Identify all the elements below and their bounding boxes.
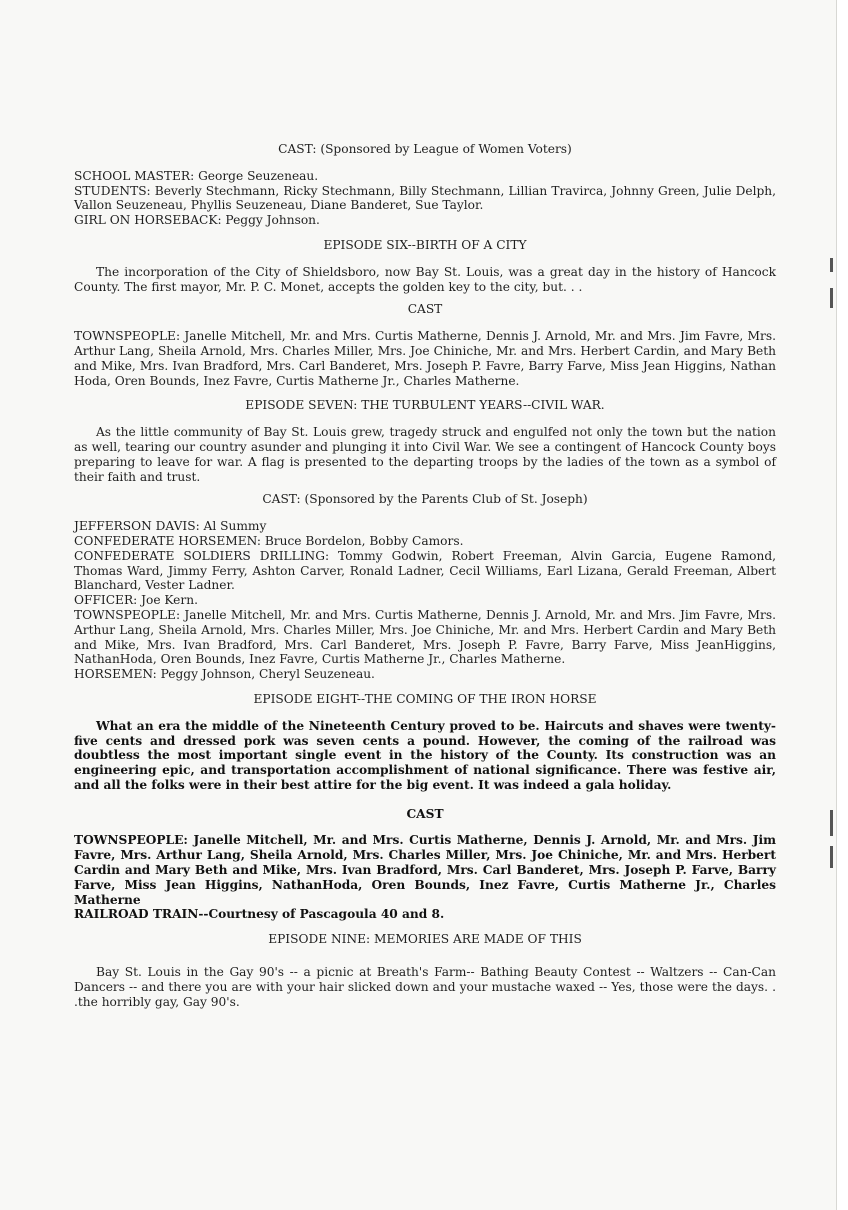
episode-nine-description: Bay St. Louis in the Gay 90's -- a picnic at Breath's Farm-- Bathing Beauty Contest -- Waltzers -- Can-Can Dancers -- and there you are with your hair slicked down and your mustache waxed -- Yes, those were the days. . .the horribly gay, Gay 90's.	[74, 965, 776, 1009]
cast-heading-parents-club: CAST: (Sponsored by the Parents Club of St. Joseph)	[262, 492, 588, 507]
episode-seven-description: As the little community of Bay St. Louis grew, tragedy struck and engulfed not only the town but the nation as well, tearing our country asunder and plunging it into Civil War. We see a contingent of Hancock County boys preparing to leave for war. A flag is presented to the departing troops by the ladies of the town as a symbol of their faith and trust.	[74, 425, 776, 484]
page-edge-mark	[830, 258, 833, 272]
cast-line: STUDENTS: Beverly Stechmann, Ricky Stechmann, Billy Stechmann, Lillian Travirca, Johnny Green, Julie Delph, Vallon Seuzeneau, Phyllis Seuzeneau, Diane Banderet, Sue Taylor.	[74, 183, 776, 213]
cast-line: SCHOOL MASTER: George Seuzeneau.	[74, 168, 319, 183]
cast-line: HORSEMEN: Peggy Johnson, Cheryl Seuzeneau.	[74, 667, 375, 682]
page-edge-mark	[830, 810, 833, 836]
cast-list-episode-eight	[74, 833, 776, 922]
cast-line: CONFEDERATE SOLDIERS DRILLING: Tommy Godwin, Robert Freeman, Alvin Garcia, Eugene Ramond, Thomas Ward, Jimmy Ferry, Ashton Carver, Ronald Ladner, Cecil Williams, Earl Lizana, Gerald Freeman, Albert Blanchard, Vester Ladner.	[74, 548, 776, 593]
episode-eight-description: What an era the middle of the Nineteenth Century proved to be. Haircuts and shaves were twenty-five cents and dressed pork was seven cents a pound. However, the coming of the railroad was doubtless the most important single event in the history of the County. Its construction was an engineering epic, and transportation accomplishment of national significance. There was festive air, and all the folks were in their best attire for the big event. It was indeed a gala holiday.	[74, 718, 776, 792]
cast-line: TOWNSPEOPLE: Janelle Mitchell, Mr. and Mrs. Curtis Matherne, Dennis J. Arnold, Mr. and Mrs. Jim Favre, Mrs. Arthur Lang, Sheila Arnold, Mrs. Charles Miller, Mrs. Joe Chiniche, Mr. and Mrs. Herbert Cardin and Mary Beth and Mike, Mrs. Ivan Bradford, Mrs. Carl Banderet, Mrs. Joseph P. Favre, Barry Farve, Miss JeanHiggins, NathanHoda, Oren Bounds, Inez Favre, Curtis Matherne Jr., Charles Matherne.	[74, 607, 776, 667]
cast-list-episode-six	[74, 329, 776, 388]
page-edge-mark	[830, 288, 833, 308]
cast-line: CONFEDERATE HORSEMEN: Bruce Bordelon, Bobby Camors.	[74, 533, 464, 548]
page-edge-mark	[830, 846, 833, 868]
episode-six-description: The incorporation of the City of Shieldsboro, now Bay St. Louis, was a great day in the history of Hancock County. The first mayor, Mr. P. C. Monet, accepts the golden key to the city, but. . .	[74, 264, 776, 294]
cast-heading: CAST	[406, 806, 444, 821]
episode-nine-title: EPISODE NINE: MEMORIES ARE MADE OF THIS	[268, 932, 582, 947]
cast-list-episode-five	[74, 169, 776, 228]
cast-line: JEFFERSON DAVIS: Al Summy	[74, 519, 267, 534]
cast-line: OFFICER: Joe Kern.	[74, 593, 198, 608]
episode-eight-title: EPISODE EIGHT--THE COMING OF THE IRON HORSE	[253, 691, 597, 706]
cast-line: GIRL ON HORSEBACK: Peggy Johnson.	[74, 213, 320, 228]
cast-heading: CAST	[407, 302, 443, 317]
program-text	[74, 142, 776, 1017]
cast-line: RAILROAD TRAIN--Courtnesy of Pascagoula 40 and 8.	[74, 907, 445, 922]
cast-line: TOWNSPEOPLE: Janelle Mitchell, Mr. and Mrs. Curtis Matherne, Dennis J. Arnold, Mr. and Mrs. Jim Favre, Mrs. Arthur Lang, Sheila Arnold, Mrs. Charles Miller, Mrs. Joe Chiniche, Mr. and Mrs. Herbert Cardin, and Mary Beth and Mike, Mrs. Ivan Bradford, Mrs. Carl Banderet, Mrs. Joseph P. Favre, Barry Farve, Miss Jean Higgins, Nathan Hoda, Oren Bounds, Inez Favre, Curtis Matherne Jr., Charles Matherne.	[74, 329, 776, 388]
episode-six-title: EPISODE SIX--BIRTH OF A CITY	[323, 237, 527, 252]
cast-heading-league-women-voters: CAST: (Sponsored by League of Women Voters)	[278, 142, 572, 156]
cast-list-episode-seven	[74, 519, 776, 682]
episode-seven-title: EPISODE SEVEN: THE TURBULENT YEARS--CIVIL WAR.	[245, 398, 605, 413]
cast-line: TOWNSPEOPLE: Janelle Mitchell, Mr. and Mrs. Curtis Matherne, Dennis J. Arnold, Mr. and Mrs. Jim Favre, Mrs. Arthur Lang, Sheila Arnold, Mrs. Charles Miller, Mrs. Joe Chiniche, Mr. and Mrs. Herbert Cardin and Mary Beth and Mike, Mrs. Ivan Bradford, Mrs. Carl Banderet, Mrs. Joseph P. Farve, Barry Farve, Miss Jean Higgins, NathanHoda, Oren Bounds, Inez Favre, Curtis Matherne Jr., Charles Matherne	[74, 833, 776, 907]
